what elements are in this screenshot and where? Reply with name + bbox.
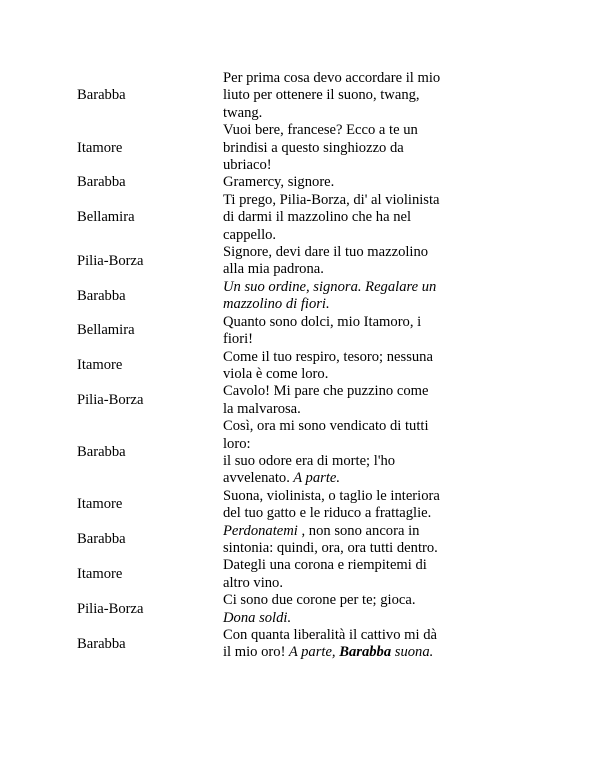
dialogue-row <box>0 174 600 191</box>
speech-segment: Come il tuo respiro, tesoro; nessuna <box>223 348 433 365</box>
speech-segment: Quanto sono dolci, mio Itamoro, i <box>223 313 422 330</box>
character-name-emphasis: Barabba <box>339 644 392 661</box>
dialogue-row <box>0 244 600 279</box>
speech-line <box>223 436 453 453</box>
speech-line <box>223 366 453 383</box>
speaker-name: Barabba <box>77 635 126 652</box>
speech-segment: Ci sono due corone per te; gioca. <box>223 592 416 609</box>
speaker-name: Barabba <box>77 287 126 304</box>
stage-direction: Un suo ordine, signora. Regalare un <box>223 278 437 295</box>
speech-segment: , non sono ancora in <box>297 522 420 539</box>
speech-segment: il mio oro! <box>223 644 286 661</box>
dialogue-row <box>0 592 600 627</box>
speech-line <box>223 140 453 157</box>
speaker-name: Bellamira <box>77 209 135 226</box>
speaker-name: Barabba <box>77 174 126 191</box>
dialogue-table <box>0 70 600 662</box>
speech-line <box>223 592 453 609</box>
speech-line <box>223 227 453 244</box>
speech-line <box>223 610 453 627</box>
stage-direction: A parte. <box>289 470 340 487</box>
stage-direction: mazzolino di fiori. <box>223 296 330 313</box>
speech-line <box>223 314 453 331</box>
speech-text <box>223 557 453 592</box>
speech-segment: liuto per ottenere il suono, twang, <box>223 87 420 104</box>
speech-line <box>223 87 453 104</box>
stage-direction: A parte, <box>285 644 340 661</box>
speech-segment: del tuo gatto e le riduco a frattaglie. <box>223 505 432 522</box>
speech-segment: sintonia: quindi, ora, ora tutti dentro. <box>223 539 438 556</box>
speech-text <box>223 592 453 627</box>
speech-segment: Con quanta liberalità il cattivo mi dà <box>223 627 437 643</box>
speech-line <box>223 557 453 574</box>
speech-segment: il suo odore era di morte; l'ho <box>223 452 396 469</box>
speech-line <box>223 157 453 174</box>
speech-text <box>223 314 453 349</box>
dialogue-row <box>0 192 600 244</box>
speech-line <box>223 192 453 209</box>
speech-segment: Ti prego, Pilia-Borza, di' al violinista <box>223 191 440 208</box>
speech-text <box>223 488 453 523</box>
dialogue-row <box>0 418 600 488</box>
speech-line <box>223 418 453 435</box>
speech-segment: Suona, violinista, o taglio le interiora <box>223 487 440 504</box>
speech-line <box>223 70 453 87</box>
speech-line <box>223 383 453 400</box>
dialogue-row <box>0 122 600 174</box>
speech-segment: twang. <box>223 104 263 121</box>
speech-text <box>223 349 453 384</box>
speech-line <box>223 122 453 139</box>
speech-segment: brindisi a questo singhiozzo da <box>223 139 404 156</box>
speech-line <box>223 349 453 366</box>
speech-text <box>223 418 453 488</box>
speech-segment: alla mia padrona. <box>223 261 324 278</box>
speech-segment: viola è come loro. <box>223 365 329 382</box>
speech-line <box>223 453 453 470</box>
speaker-name: Bellamira <box>77 322 135 339</box>
speech-line <box>223 209 453 226</box>
speech-line <box>223 540 453 557</box>
speaker-name: Itamore <box>77 496 123 513</box>
speech-line <box>223 331 453 348</box>
speech-segment: altro vino. <box>223 574 283 591</box>
speech-line <box>223 575 453 592</box>
speech-line <box>223 244 453 261</box>
stage-direction: suona. <box>391 644 434 661</box>
dialogue-row <box>0 383 600 418</box>
speech-text <box>223 192 453 244</box>
speech-line <box>223 627 453 644</box>
speech-line <box>223 644 453 661</box>
speech-line <box>223 296 453 313</box>
speech-line <box>223 105 453 122</box>
speech-text <box>223 70 453 122</box>
speech-text <box>223 279 453 314</box>
dialogue-row <box>0 523 600 558</box>
dialogue-row <box>0 488 600 523</box>
speech-segment: loro: <box>223 435 251 452</box>
speech-segment: Signore, devi dare il tuo mazzolino <box>223 244 429 261</box>
speech-segment: Vuoi bere, francese? Ecco a te un <box>223 122 418 139</box>
speech-text <box>223 383 453 418</box>
speech-line <box>223 401 453 418</box>
dialogue-row <box>0 627 600 662</box>
speaker-name: Barabba <box>77 87 126 104</box>
dialogue-row <box>0 557 600 592</box>
speech-text <box>223 174 453 191</box>
speaker-name: Itamore <box>77 139 123 156</box>
stage-direction: Dona soldi. <box>223 609 292 626</box>
dialogue-row <box>0 349 600 384</box>
speech-segment: Dategli una corona e riempitemi di <box>223 557 427 574</box>
speech-line <box>223 261 453 278</box>
speech-segment: la malvarosa. <box>223 400 301 417</box>
speech-segment: Cavolo! Mi pare che puzzino come <box>223 383 429 400</box>
speech-segment: ubriaco! <box>223 157 272 174</box>
speaker-name: Pilia-Borza <box>77 252 144 269</box>
speaker-name: Itamore <box>77 566 123 583</box>
speech-text <box>223 523 453 558</box>
speech-segment: cappello. <box>223 226 277 243</box>
speech-text <box>223 122 453 174</box>
speech-text <box>223 627 453 662</box>
speech-text <box>223 244 453 279</box>
speech-segment: Gramercy, signore. <box>223 174 335 191</box>
speech-segment: avvelenato. <box>223 470 290 487</box>
speaker-name: Pilia-Borza <box>77 392 144 409</box>
speech-line <box>223 523 453 540</box>
speech-segment: di darmi il mazzolino che ha nel <box>223 209 412 226</box>
speech-line <box>223 488 453 505</box>
speech-segment: Così, ora mi sono vendicato di tutti <box>223 418 429 435</box>
dialogue-row <box>0 314 600 349</box>
speaker-name: Barabba <box>77 531 126 548</box>
speaker-name: Itamore <box>77 357 123 374</box>
speech-line <box>223 279 453 296</box>
speaker-name: Barabba <box>77 444 126 461</box>
speech-line <box>223 505 453 522</box>
speech-segment: Per prima cosa devo accordare il mio <box>223 70 441 86</box>
speaker-name: Pilia-Borza <box>77 600 144 617</box>
dialogue-row <box>0 279 600 314</box>
speech-line <box>223 470 453 487</box>
stage-direction: Perdonatemi <box>223 522 298 539</box>
speech-line <box>223 174 453 191</box>
dialogue-row <box>0 70 600 122</box>
speech-segment: fiori! <box>223 331 253 348</box>
